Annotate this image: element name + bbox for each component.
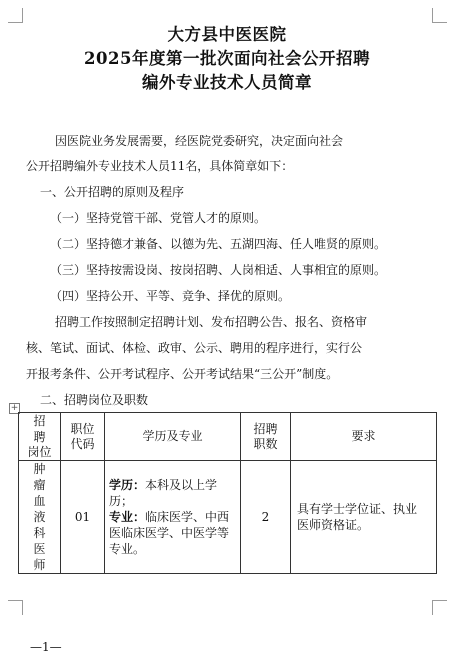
- header-count: 招聘 职数: [241, 413, 291, 461]
- cell-code: 01: [61, 461, 105, 574]
- crop-mark-bottom-right: [432, 600, 447, 615]
- crop-mark-bottom-left: [8, 600, 23, 615]
- table-row: [19, 461, 437, 574]
- procedure-line-3: 开报考条件、公开考试程序、公开考试结果“三公开”制度。: [26, 367, 339, 381]
- section2-heading: 二、招聘岗位及职数: [40, 393, 149, 407]
- header-requirements: 要求: [291, 413, 437, 461]
- intro-line-2: 公开招聘编外专业技术人员11名，具体简章如下：: [26, 159, 294, 173]
- title-line-3: 编外专业技术人员简章: [142, 73, 312, 92]
- page-number: —1—: [30, 640, 62, 654]
- principle-1: （一）坚持党管干部、党管人才的原则。: [50, 211, 267, 225]
- principle-3: （三）坚持按需设岗、按岗招聘、人岗相适、人事相宜的原则。: [50, 263, 387, 277]
- crop-mark-top-right: [432, 8, 447, 23]
- intro-line-1: 因医院业务发展需要，经医院党委研究，决定面向社会: [55, 134, 344, 148]
- table-header-row: [19, 413, 437, 461]
- principle-2: （二）坚持德才兼备、以德为先、五湖四海、任人唯贤的原则。: [50, 237, 387, 251]
- crop-mark-top-left: [8, 8, 23, 23]
- move-cross-icon[interactable]: +: [10, 403, 19, 413]
- header-post: 招 聘 岗位: [19, 413, 61, 461]
- procedure-line-1: 招聘工作按照制定招聘计划、发布招聘公告、报名、资格审: [55, 315, 368, 329]
- cell-requirements: 具有学士学位证、执业 医师资格证。: [291, 461, 437, 574]
- cell-education: 学历：本科及以上学 历； 专业：临床医学、中西 医临床医学、中医学等 专业。: [105, 461, 241, 574]
- cell-post: 肿 瘤 血 液 科 医 师: [19, 461, 61, 574]
- title-line-2: 2025年度第一批次面向社会公开招聘: [84, 49, 370, 68]
- procedure-line-2: 核、笔试、面试、体检、政审、公示、聘用的程序进行，实行公: [26, 341, 363, 355]
- section1-heading: 一、公开招聘的原则及程序: [40, 185, 185, 199]
- positions-table: [18, 412, 437, 574]
- header-code: 职位 代码: [61, 413, 105, 461]
- cell-count: 2: [241, 461, 291, 574]
- header-education: 学历及专业: [105, 413, 241, 461]
- title-line-1: 大方县中医医院: [167, 25, 287, 44]
- principle-4: （四）坚持公开、平等、竞争、择优的原则。: [50, 289, 291, 303]
